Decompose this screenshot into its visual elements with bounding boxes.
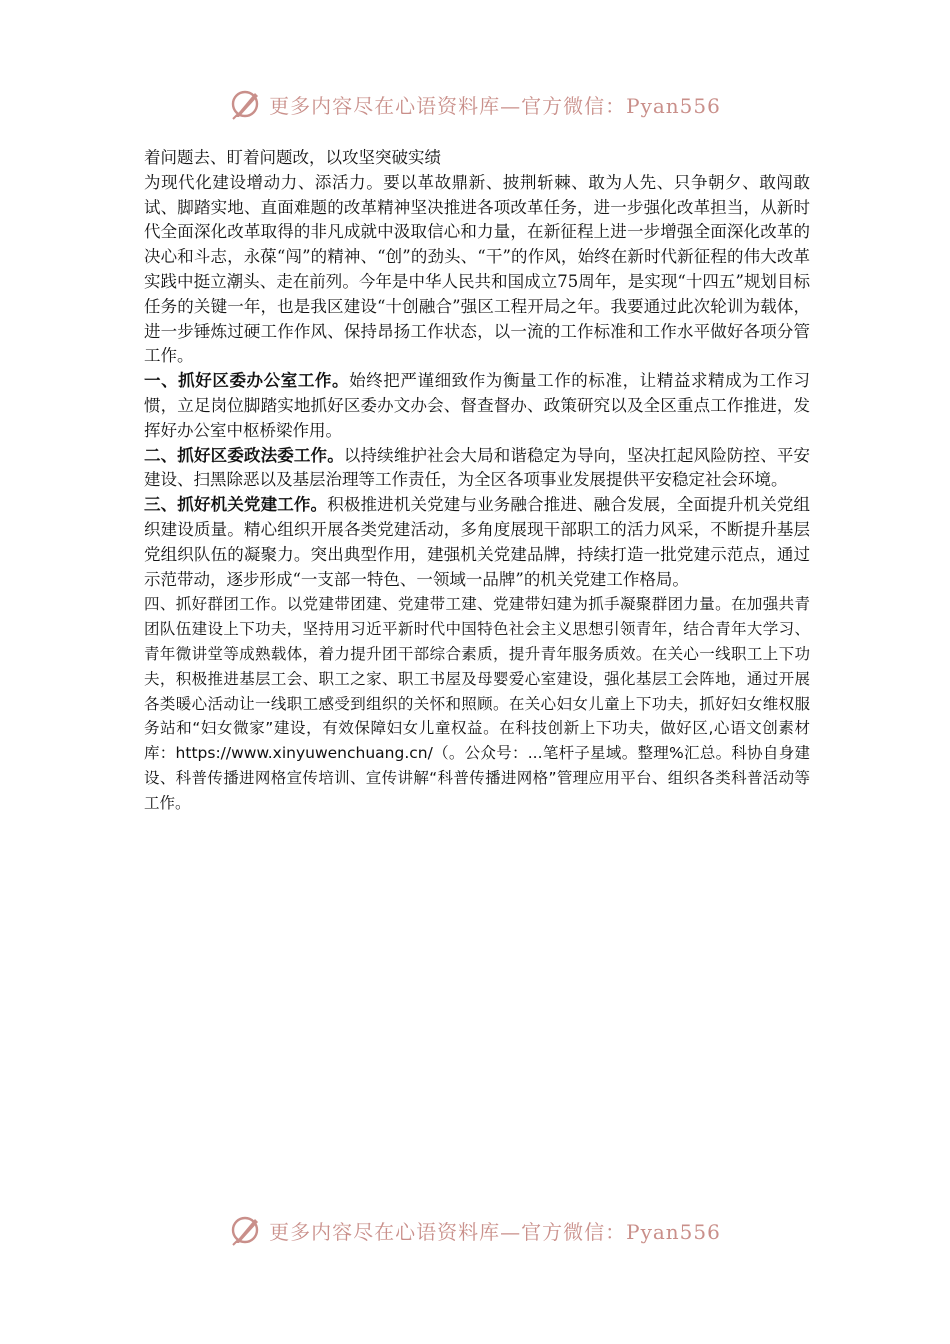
section-committee-office-heading: 一、抓好区委办公室工作。 xyxy=(144,371,350,391)
quill-logo-icon xyxy=(229,87,263,121)
footer-banner xyxy=(0,1210,950,1250)
header-banner xyxy=(0,84,950,124)
section-political-legal xyxy=(144,444,810,494)
header-banner-text: 更多内容尽在心语资料库—官方微信：Pyan556 xyxy=(269,93,721,118)
section-committee-office xyxy=(144,369,810,443)
section-party-building xyxy=(144,493,810,592)
quill-logo-icon xyxy=(229,1213,263,1247)
section-political-legal-heading: 二、抓好区委政法委工作。 xyxy=(144,445,344,465)
section-mass-organizations: 四、抓好群团工作。以党建带团建、党建带工建、党建带妇建为抓手凝聚群团力量。在加强共青团队伍建设上下功夫，坚持用习近平新时代中国特色社会主义思想引领青年，结合青年大学习、青年微讲堂等成熟载体，着力提升团干部综合素质，提升青年服务质效。在关心一线职工上下功夫，积极推进基层工会、职工之家、职工书屋及母婴爱心室建设，强化基层工会阵地，通过开展各类暖心活动让一线职工感受到组织的关怀和照顾。在关心妇女儿童上下功夫，抓好妇女维权服务站和“妇女微家”建设，有效保障妇女儿童权益。在科技创新上下功夫，做好区,心语文创素材库：https://www.xinyuwenchuang.cn/（。公众号：...笔杆子星域。整理%汇总。科协自身建设、科普传播进网格宣传培训、宣传讲解“科普传播进网格”管理应用平台、组织各类科普活动等工作。 xyxy=(144,595,810,812)
paragraph-reform: 为现代化建设增动力、添活力。要以革故鼎新、披荆斩棘、敢为人先、只争朝夕、敢闯敢试、脚踏实地、直面难题的改革精神坚决推进各项改革任务，进一步强化改革担当，从新时代全面深化改革取得的非凡成就中汲取信心和力量，在新征程上进一步增强全面深化改革的决心和斗志，永葆“闯”的精神、“创”的劲头、“干”的作风，始终在新时代新征程的伟大改革实践中挺立潮头、走在前列。今年是中华人民共和国成立75周年，是实现“十四五”规划目标任务的关键一年，也是我区建设“十创融合”强区工程开局之年。我要通过此次轮训为载体，进一步锤炼过硬工作作风、保持昂扬工作状态，以一流的工作标准和工作水平做好各项分管工作。 xyxy=(144,172,810,366)
section-committee-office-body: 始终把严谨细致作为衡量工作的标准，让精益求精成为工作习惯，立足岗位脚踏实地抓好区委办文办会、督查督办、政策研究以及全区重点工作推进，发挥好办公室中枢桥梁作用。 xyxy=(144,371,811,440)
document-body xyxy=(144,146,810,816)
section-party-building-body: 积极推进机关党建与业务融合推进、融合发展，全面提升机关党组织建设质量。精心组织开展各类党建活动，多角度展现干部职工的活力风采，不断提升基层党组织队伍的凝聚力。突出典型作用，建强机关党建品牌，持续打造一批党建示范点，通过示范带动，逐步形成“一支部一特色、一领域一品牌”的机关党建工作格局。 xyxy=(144,495,811,589)
footer-banner-content xyxy=(229,1213,721,1247)
paragraph-intro-fragment: 着问题去、盯着问题改，以攻坚突破实绩 xyxy=(144,148,441,167)
footer-banner-text: 更多内容尽在心语资料库—官方微信：Pyan556 xyxy=(269,1219,721,1244)
section-political-legal-body: 以持续维护社会大局和谐稳定为导向，坚决扛起风险防控、平安建设、扫黑除恶以及基层治理等工作责任，为全区各项事业发展提供平安稳定社会环境。 xyxy=(144,445,811,490)
header-banner-content xyxy=(229,87,721,121)
section-party-building-heading: 三、抓好机关党建工作。 xyxy=(144,495,328,515)
